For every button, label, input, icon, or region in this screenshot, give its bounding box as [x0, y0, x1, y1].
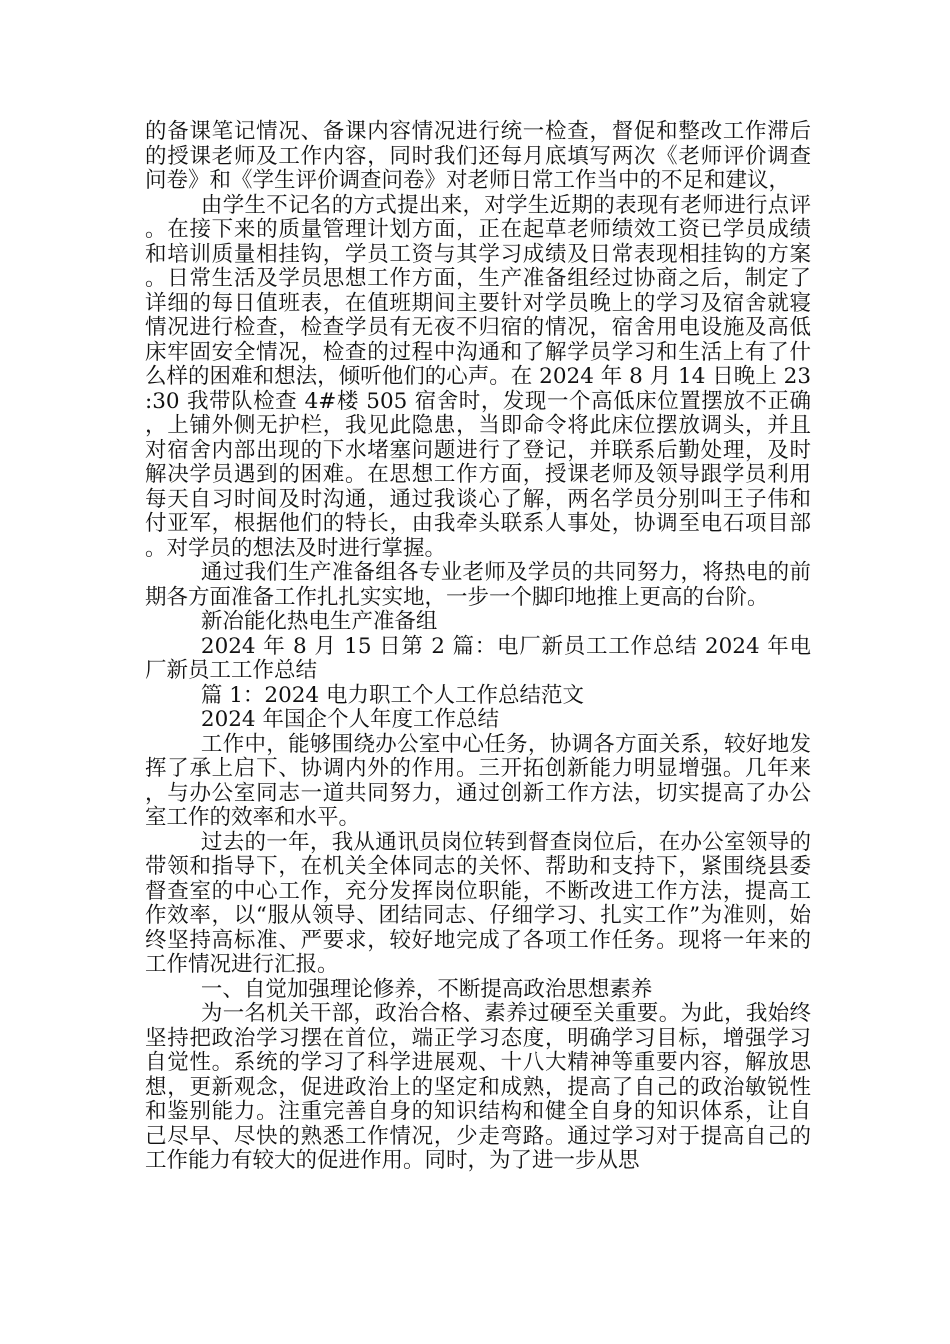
article-heading: 篇 1：2024 电力职工个人工作总结范文 — [200, 682, 584, 708]
paragraph-2: 由学生不记名的方式提出来，对学生近期的表现有老师进行点评。在接下来的质量管理计划方面，正在起草老师绩效工资已学员成绩和培训质量相挂钩，学员工资与其学习成绩及日常表现相挂钩的方案。日常生活及学员思想工作方面，生产准备组经过协商之后，制定了详细的每日值班表，在值班期间主要针对学员晚上的学习及宿舍就寝情况进行检查，检查学员有无夜不归宿的情况，宿舍用电设施及高低床牢固安全情况，检查的过程中沟通和了解学员学习和生活上有了什么样的困难和想法，倾听他们的心声。在 2024 年 8 月 14 日晚上 23:30 我带队检查 4#楼 505 宿舍时，发现一个高低床位置摆放不正确，上铺外侧无护栏，我见此隐患，当即命令将此床位摆放调头，并且对宿舍内部出现的下水堵塞问题进行了登记，并联系后勤处理，及时解决学员遇到的困难。在思想工作方面，授课老师及领导跟学员利用每天自习时间及时沟通，通过我谈心了解，两名学员分别叫王子伟和付亚军，根据他们的特长，由我牵头联系人事处，协调至电石项目部。对学员的想法及时进行掌握。 — [145, 192, 811, 561]
section-heading-1: 一、自觉加强理论修养，不断提高政治思想素养 — [200, 976, 653, 1002]
paragraph-3: 通过我们生产准备组各专业老师及学员的共同努力，将热电的前期各方面准备工作扎扎实实地，一步一个脚印地推上更高的台阶。 — [145, 560, 811, 610]
paragraph-9: 过去的一年，我从通讯员岗位转到督查岗位后，在办公室领导的带领和指导下，在机关全体同志的关怀、帮助和支持下，紧围绕县委督查室的中心工作，充分发挥岗位职能，不断改进工作方法，提高工作效率，以“服从领导、团结同志、仔细学习、扎实工作”为准则，始终坚持高标准、严要求，较好地完成了各项工作任务。现将一年来的工作情况进行汇报。 — [145, 829, 811, 977]
paragraph-11: 为一名机关干部，政治合格、素养过硬至关重要。为此，我始终坚持把政治学习摆在首位，端正学习态度，明确学习目标，增强学习自觉性。系统的学习了科学进展观、十八大精神等重要内容，解放思想，更新观念，促进政治上的坚定和成熟，提高了自己的政治敏锐性和鉴别能力。注重完善自身的知识结构和健全自身的知识体系，让自己尽早、尽快的熟悉工作情况，少走弯路。通过学习对于提高自己的工作能力有较大的促进作用。同时，为了进一步从思 — [145, 1001, 811, 1173]
paragraph-1: 的备课笔记情况、备课内容情况进行统一检查，督促和整改工作滞后的授课老师及工作内容，同时我们还每月底填写两次《老师评价调查问卷》和《学生评价调查问卷》对老师日常工作当中的不足和建议， — [145, 119, 811, 193]
summary-heading: 2024 年国企个人年度工作总结 — [200, 707, 499, 732]
paragraph-8: 工作中，能够围绕办公室中心任务，协调各方面关系，较好地发挥了承上启下、协调内外的作用。三开拓创新能力明显增强。几年来，与办公室同志一道共同努力，通过创新工作方法，切实提高了办公室工作的效率和水平。 — [145, 731, 811, 830]
signature-org: 新冶能化热电生产准备组 — [200, 609, 438, 634]
document-page — [145, 120, 811, 1174]
date-and-title: 2024 年 8 月 15 日第 2 篇：电厂新员工工作总结 2024 年电厂新员工工作总结 — [145, 633, 811, 683]
